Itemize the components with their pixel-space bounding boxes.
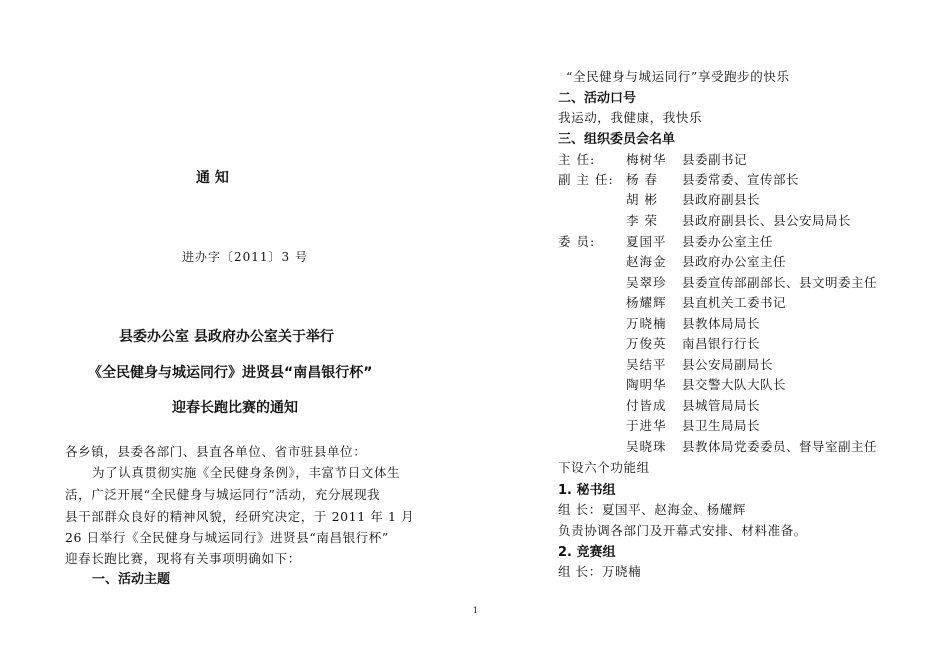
section-3-heading: 三、组织委员会名单	[558, 132, 676, 147]
committee-position: 县委副书记	[682, 152, 748, 167]
heading-line-1: 县委办公室 县政府办公室关于举行	[119, 329, 334, 345]
committee-name: 杨耀辉	[626, 295, 667, 310]
committee-role: 委 员:	[558, 234, 596, 249]
committee-position: 县交警大队大队长	[682, 377, 787, 392]
notice-title: 通 知	[196, 170, 229, 186]
committee-name: 万俊英	[626, 336, 667, 351]
committee-name: 付皆成	[626, 398, 667, 413]
committee-name: 于进华	[626, 418, 667, 433]
section-2-heading: 二、活动口号	[558, 91, 637, 106]
committee-name: 吴翠珍	[626, 275, 667, 290]
committee-position: 县城管局局长	[682, 398, 761, 413]
committee-name: 李 荣	[626, 213, 658, 228]
committee-position: 县卫生局局长	[682, 418, 761, 433]
committee-position: 县教体局局长	[682, 316, 761, 331]
addressee-line: 各乡镇，县委各部门、县直各单位、省市驻县单位：	[65, 444, 367, 459]
committee-position: 县委宣传部副部长、县文明委主任	[682, 275, 878, 290]
committee-role: 主 任:	[558, 152, 596, 167]
committee-name: 赵海金	[626, 254, 667, 269]
committee-name: 吴结平	[626, 357, 667, 372]
group-1-duty: 负责协调各部门及开幕式安排、材料准备。	[558, 523, 807, 538]
group-2-leader: 组 长：万晓楠	[558, 564, 642, 579]
section-1-heading: 一、活动主题	[92, 572, 171, 587]
committee-position: 县直机关工委书记	[682, 295, 787, 310]
committee-name: 吴晓珠	[626, 439, 667, 454]
slogan-text: 我运动，我健康，我快乐	[558, 110, 703, 125]
committee-name: 万晓楠	[626, 316, 667, 331]
committee-position: 县教体局党委委员、督导室副主任	[682, 439, 878, 454]
committee-role: 副 主 任:	[558, 172, 614, 187]
heading-line-2: 《全民健身与城运同行》进贤县“南昌银行杯”	[88, 365, 373, 381]
committee-name: 胡 彬	[626, 192, 658, 207]
body-line: 活，广泛开展“全民健身与城运同行”活动，充分展现我	[65, 487, 381, 502]
body-line: 县干部群众良好的精神风貌，经研究决定，于 2011 年 1 月	[65, 509, 415, 524]
groups-intro: 下设六个功能组	[558, 460, 650, 475]
body-line: 26 日举行《全民健身与城运同行》进贤县“南昌银行杯”	[65, 530, 389, 545]
document-number: 进办字〔2011〕3 号	[182, 250, 308, 264]
committee-position: 县委办公室主任	[682, 234, 774, 249]
committee-position: 南昌银行行长	[682, 336, 761, 351]
body-line: 迎春长跑比赛，现将有关事项明确如下：	[65, 551, 301, 566]
committee-name: 夏国平	[626, 234, 667, 249]
page-number: 1	[473, 606, 479, 615]
group-1-title: 1. 秘书组	[558, 483, 616, 498]
committee-position: 县政府办公室主任	[682, 254, 787, 269]
committee-name: 陶明华	[626, 377, 667, 392]
theme-text: “全民健身与城运同行”享受跑步的快乐	[566, 69, 790, 84]
committee-position: 县委常委、宣传部长	[682, 172, 800, 187]
group-1-leader: 组 长：夏国平、赵海金、杨耀辉	[558, 502, 746, 517]
committee-position: 县公安局副局长	[682, 357, 774, 372]
committee-name: 杨 春	[626, 172, 658, 187]
committee-position: 县政府副县长	[682, 192, 761, 207]
group-2-title: 2. 竞赛组	[558, 545, 616, 560]
body-line: 为了认真贯彻实施《全民健身条例》，丰富节日文体生	[92, 465, 401, 480]
committee-name: 梅树华	[626, 152, 667, 167]
committee-position: 县政府副县长、县公安局局长	[682, 213, 852, 228]
heading-line-3: 迎春长跑比赛的通知	[172, 400, 298, 416]
